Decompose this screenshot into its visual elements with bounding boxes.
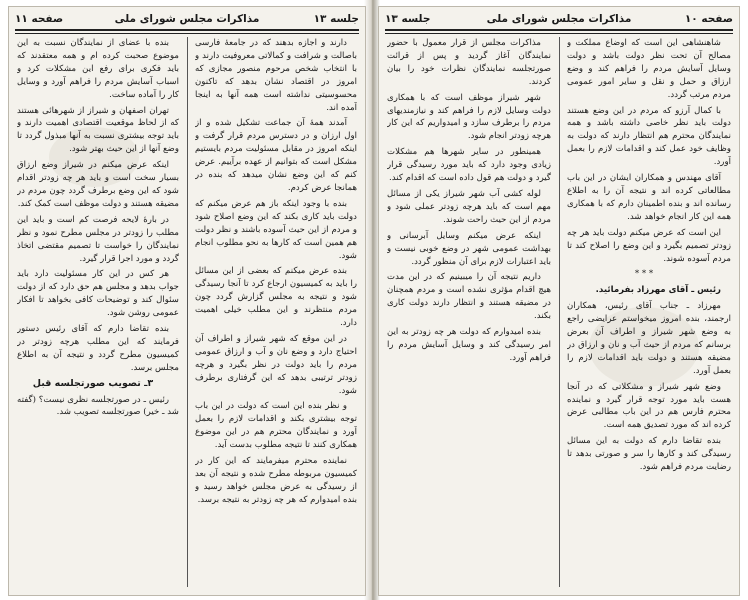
right-header-session: جلسه ۱۳	[385, 13, 431, 25]
paragraph: دارند و اجازه بدهند که در جامعهٔ فارسی باصالت و شرافت و کمالاتی معروفیت دارند و با انتخاب شخص مرحوم منصور مجازی که امروز در اقتصاد نشان بدهد که تاکنون محسوسیتی نداشته است همه آنها به اینجا آمده اند.	[195, 38, 357, 113]
closing-paragraph: رئیس ـ در صورتجلسه نظری نیست؟ (گفته شد ـ خیر) صورتجلسه تصویب شد.	[17, 394, 179, 418]
left-page-header	[15, 11, 359, 27]
right-header-title: مذاکرات مجلس شورای ملی	[486, 13, 632, 25]
speaker-line: رئیس ـ آقای مهرزاد بفرمائید.	[595, 285, 721, 296]
paragraph: با کمال آرزو که مردم در این وضع هستند دولت باید نظر خاصی داشته باشد و همه نمایندگان محترم هم انتظار دارند که دولت به وظایف خود عمل کند و اقدامات لازم را بعمل آورد.	[567, 105, 731, 168]
paragraph: اینکه عرض میکنم در شیراز وضع ارزاق بسیار سخت است و باید هر چه زودتر اقدام شود که این وضع برطرف گردد چون مردم در مضیقه هستند و دولت موظف است کمک کند.	[17, 160, 179, 209]
paragraph: بنده با عضای از نمایندگان نسبت به این موضوع صحبت کرده ام و همه معتقدند که باید فکری برای رفع این مشکلات کرد و اسباب آسایش مردم را فراهم آورد و وسایل کار را آماده ساخت.	[17, 38, 179, 100]
paragraph: بنده تقاضا دارم که دولت به این مسائل رسیدگی کند و کارها را سر و صورتی بدهد تا رضایت مردم فراهم شود.	[567, 436, 731, 473]
left-page-column-left	[17, 37, 179, 589]
paragraph: و نظر بنده این است که دولت در این باب توجه بیشتری بکند و اقدامات لازم را بعمل آورد و نمایندگان محترم هم در این موضوع همکاری کنند تا نتیجه مطلوب بدست آید.	[195, 401, 357, 451]
right-header-rule	[385, 29, 733, 34]
paragraph: آمدند همهٔ آن جماعت تشکیل شده و از اول ارزان و در دسترس مردم قرار گرفت و اینکه امروز در مقابل مسئولیت مردم بایستیم مشکل است که بتوانیم از عهده برآییم. عرض کنم که این وضع نشان میدهد که بنده در همانجا عرض کردم.	[195, 118, 357, 193]
paragraph: همینطور در سایر شهرها هم مشکلات زیادی وجود دارد که باید مورد رسیدگی قرار گیرد و دولت هم قول داده است که اقدام کند.	[387, 147, 551, 184]
left-header-rule	[15, 29, 359, 34]
column-divider	[187, 37, 188, 587]
paragraph: وضع شهر شیراز و مشکلاتی که در آنجا هست باید مورد توجه قرار گیرد و نماینده محترم فارس هم در این باب مطالبی عرض کرده اند که مورد تصدیق همه است.	[567, 381, 731, 431]
paragraph: بنده تقاضا دارم که آقای رئیس دستور فرمایند که این مطلب هرچه زودتر در کمیسیون مطرح گردد و نتیجه آن به اطلاع مجلس برسد.	[17, 324, 179, 373]
left-header-page-number: صفحه ۱۱	[15, 13, 64, 25]
paragraph: داریم نتیجه آن را میبینیم که در این مدت هیچ اقدام مؤثری نشده است و مردم همچنان در مضیقه هستند و انتظار دارند دولت کاری بکند.	[387, 272, 551, 322]
paragraph: بنده عرض میکنم که بعضی از این مسائل را باید به کمیسیون ارجاع کرد تا آنجا رسیدگی شود و نتیجه به مجلس گزارش گردد چون مردم منتظرند و این مطلب خیلی اهمیت دارد.	[195, 266, 357, 329]
paragraph: لوله کشی آب شهر شیراز یکی از مسائل مهم است که باید هرچه زودتر عملی شود و مردم از این حیث راحت شوند.	[387, 188, 551, 225]
right-page-column-left	[387, 37, 551, 589]
paragraph: مهرزاد ـ جناب آقای رئیس، همکاران ارجمند، بنده امروز میخواستم عرایضی راجع به وضع شهر شیراز و اطراف آن بعرض برسانم که مردم از حیث آب و نان و ارزاق در مضیقه هستند و دولت باید اقدامات لازم را بعمل آورد.	[567, 301, 731, 376]
section-separator: * * *	[634, 269, 654, 280]
paragraph: تهران اصفهان و شیراز از شهرهائی هستند که از لحاظ موقعیت اقتصادی اهمیت دارند و باید توجه بیشتری نسبت به آنها مبذول گردد تا وضع آنها از این حیث بهتر شود.	[17, 105, 179, 155]
paragraph: بنده با وجود اینکه باز هم عرض میکنم که دولت باید کاری بکند که این وضع اصلاح شود و مردم از این حیث آسوده باشند و نظر دولت هم همین است که کارها به نحو مطلوب انجام شود.	[195, 198, 357, 261]
paragraph: آقای مهندس و همکاران ایشان در این باب مطالعاتی کرده اند و نتیجه آن را به اطلاع رسانده اند و بنده اطمینان دارم که با همکاری همه این کار انجام خواهد شد.	[567, 173, 731, 222]
paragraph: شهر شیراز موظف است که با همکاری دولت وسایل لازم را فراهم کند و نیازمندیهای مردم را برطرف سازد و امیدواریم که این کار هرچه زودتر انجام شود.	[387, 92, 551, 142]
section-subheading: ۳ـ تصویب صورتجلسه قبل	[32, 377, 154, 389]
right-page-header	[385, 11, 733, 27]
right-header-page-number: صفحه ۱۰	[684, 13, 733, 25]
left-page-column-right	[195, 37, 357, 589]
right-page	[378, 6, 740, 596]
paragraph: هر کس در این کار مسئولیت دارد باید جواب بدهد و مجلس هم حق دارد که از دولت سئوال کند و توضیحات کافی بخواهد تا افکار عمومی روشن شود.	[17, 269, 179, 319]
paragraph: اینکه عرض میکنم وسایل آبرسانی و بهداشت عمومی شهر در وضع خوبی نیست و باید اعتبارات لازم برای آن منظور گردد.	[387, 230, 551, 267]
left-header-title: مذاکرات مجلس شورای ملی	[114, 13, 260, 25]
left-page	[8, 6, 366, 596]
paragraph: مذاکرات مجلس از قرار معمول با حضور نمایندگان آغاز گردید و پس از قرائت صورتجلسه نمایندگان نظرات خود را بیان کردند.	[387, 38, 551, 87]
column-divider	[559, 37, 560, 587]
paragraph: بنده امیدوارم که دولت هر چه زودتر به این امر رسیدگی کند و وسایل آسایش مردم را فراهم آورد.	[387, 327, 551, 363]
paragraph: شاهنشاهی این است که اوضاع مملکت و مصالح آن تحت نظر دولت باشد و دولت وسایل آسایش مردم را فراهم کند و وضع ارزاق و حمل و نقل و سایر امور عمومی مردم مرتب گردد.	[567, 38, 731, 100]
paragraph: این است که عرض میکنم دولت باید هر چه زودتر تصمیم بگیرد و این وضع را اصلاح کند تا مردم آسوده شوند.	[567, 227, 731, 264]
left-header-session: جلسه ۱۳	[313, 13, 359, 25]
paragraph: نماینده محترم میفرمایند که این کار در کمیسیون مربوطه مطرح شده و نتیجه آن بعد از رسیدگی به عرض مجلس خواهد رسید و بنده امیدوارم که هر چه زودتر به نتیجه برسد.	[195, 456, 357, 505]
right-page-column-right	[567, 37, 731, 589]
paragraph: در این موقع که شهر شیراز و اطراف آن احتیاج دارد و وضع نان و آب و ارزاق عمومی مردم را باید دولت در نظر بگیرد و هرچه زودتر ترتیبی بدهد که این گرفتاری برطرف شود.	[195, 333, 357, 396]
paragraph: در بارهٔ لایحه فرصت کم است و باید این مطلب را زودتر در مجلس مطرح نمود و نظر نمایندگان را خواست تا تصمیم مقتضی اتخاذ گردد و مورد اجرا قرار گیرد.	[17, 214, 179, 264]
